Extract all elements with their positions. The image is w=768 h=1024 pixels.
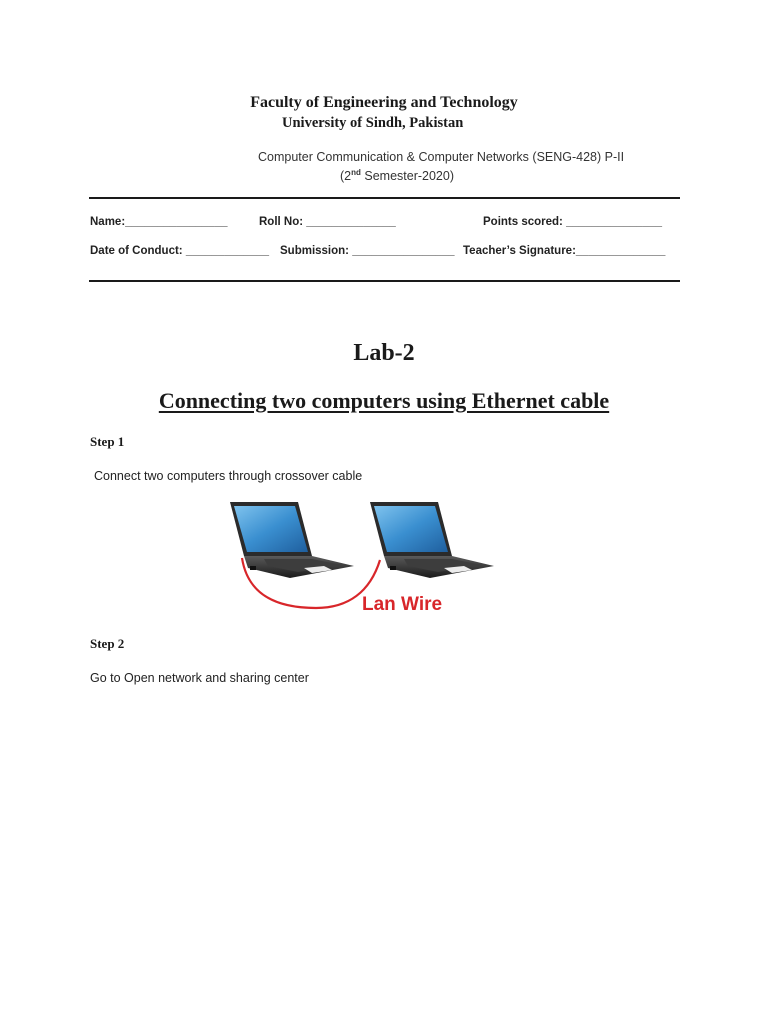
step-2-text: Go to Open network and sharing center: [90, 671, 309, 685]
submission-field: Submission: ________________: [280, 245, 455, 257]
right-laptop-icon: [370, 502, 494, 578]
bottom-divider: [89, 280, 680, 282]
lab-title: Connecting two computers using Ethernet cable: [158, 388, 610, 413]
step-1-label: Step 1: [90, 434, 125, 449]
points-scored-field: Points scored: _______________: [483, 216, 663, 228]
date-of-conduct-field: Date of Conduct: _____________: [90, 245, 269, 257]
step-2-label: Step 2: [90, 636, 125, 651]
name-field: Name:________________: [90, 216, 228, 228]
course-title: Computer Communication & Computer Networks (SENG-428) P-II: [258, 150, 625, 164]
teacher-signature-field: Teacher’s Signature:______________: [463, 245, 666, 257]
roll-no-field: Roll No: ______________: [259, 216, 396, 228]
semester-suffix: Semester-2020): [360, 169, 455, 184]
semester-label: [340, 168, 454, 183]
faculty-title: Faculty of Engineering and Technology: [250, 94, 518, 111]
left-laptop-icon: [230, 502, 354, 578]
semester-prefix: (2: [340, 169, 352, 184]
lab-number: Lab-2: [353, 340, 415, 366]
lan-wire-label: Lan Wire: [362, 594, 443, 615]
laptops-lan-figure: [220, 496, 510, 620]
top-divider: [89, 197, 680, 199]
university-name: University of Sindh, Pakistan: [282, 115, 464, 131]
semester-superscript: nd: [351, 168, 361, 177]
step-1-text: Connect two computers through crossover cable: [94, 469, 363, 483]
